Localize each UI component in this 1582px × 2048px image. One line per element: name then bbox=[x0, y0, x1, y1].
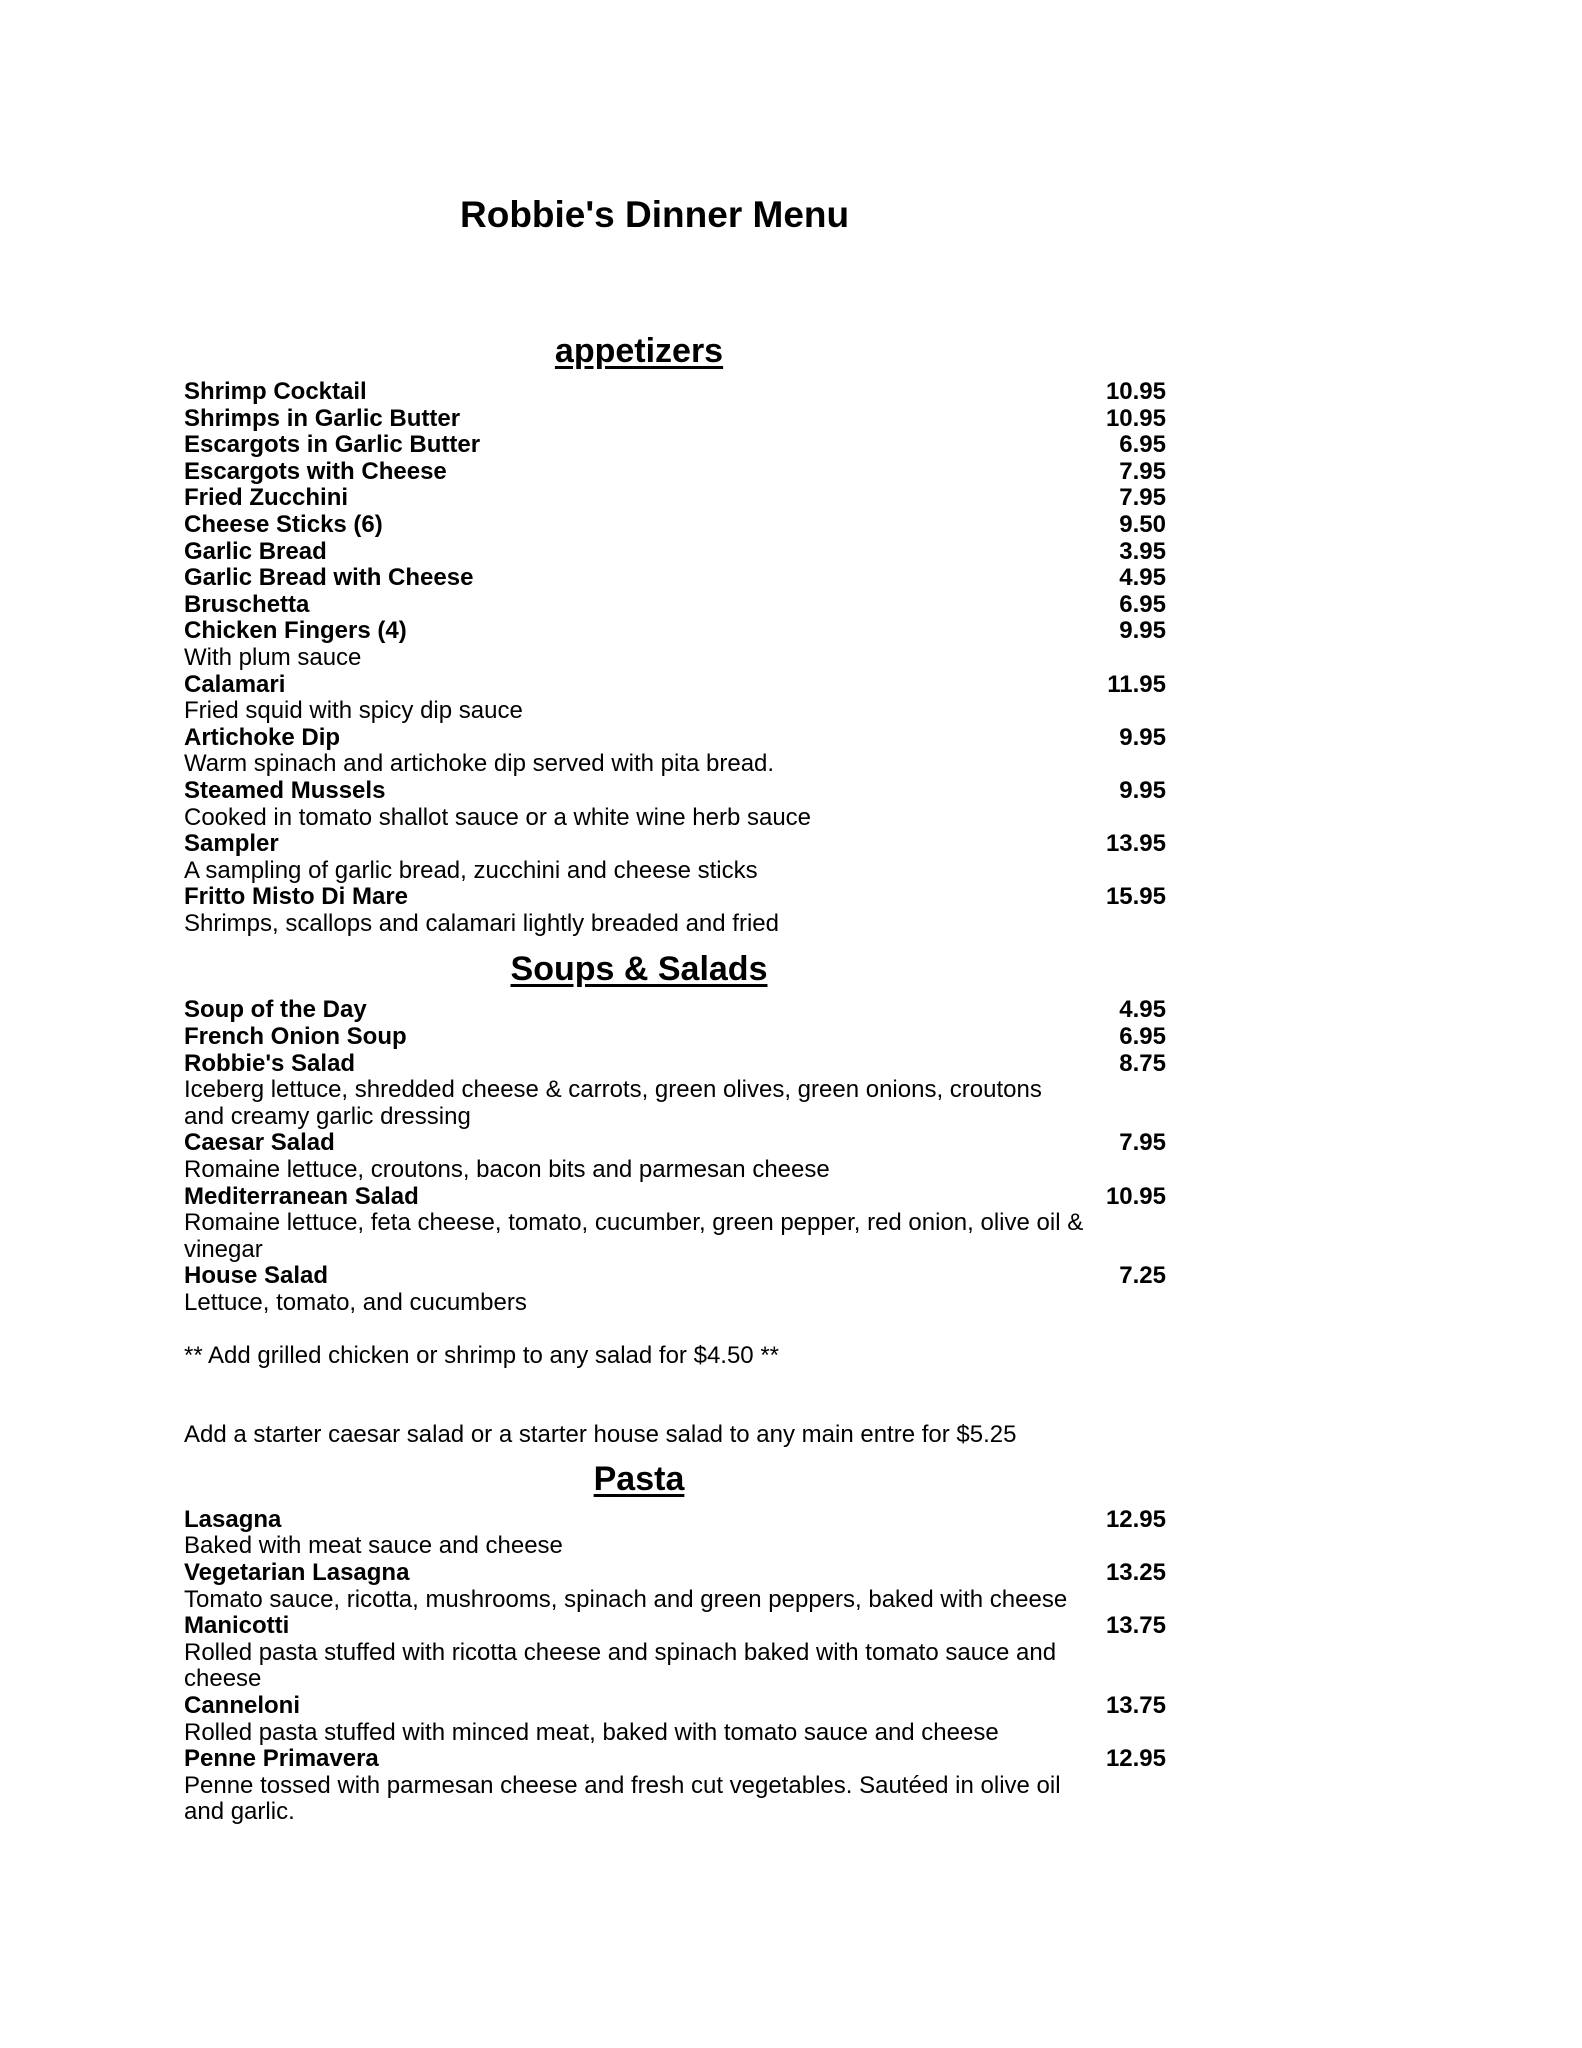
menu-item-name: French Onion Soup bbox=[184, 1023, 407, 1051]
menu-item-row bbox=[184, 1263, 1184, 1290]
menu-item-name: Escargots with Cheese bbox=[184, 457, 447, 485]
menu-body bbox=[184, 329, 1184, 1826]
menu-item-name: Manicotti bbox=[184, 1612, 290, 1640]
menu-item-row bbox=[184, 539, 1184, 566]
menu-item-name: Fried Zucchini bbox=[184, 484, 349, 512]
menu-item-row bbox=[184, 884, 1184, 911]
menu-item-row bbox=[184, 379, 1184, 406]
menu-item-name: Penne Primavera bbox=[184, 1745, 379, 1773]
menu-item-price: 13.95 bbox=[1105, 830, 1166, 858]
menu-item-price: 7.25 bbox=[1119, 1262, 1166, 1290]
menu-item-row bbox=[184, 432, 1184, 459]
menu-item-price: 6.95 bbox=[1119, 431, 1166, 459]
menu-item-price: 12.95 bbox=[1105, 1745, 1166, 1773]
menu-item-row bbox=[184, 831, 1184, 858]
menu-item-description: Penne tossed with parmesan cheese and fresh cut vegetables. Sautéed in olive oil and garlic. bbox=[184, 1771, 1061, 1826]
menu-item-row bbox=[184, 565, 1184, 592]
page-title: Robbie's Dinner Menu bbox=[460, 194, 850, 235]
menu-item-name: Vegetarian Lasagna bbox=[184, 1558, 410, 1586]
section-heading-soups-salads: Soups & Salads bbox=[510, 950, 768, 989]
menu-item-name: Bruschetta bbox=[184, 590, 310, 618]
menu-item-name: Canneloni bbox=[184, 1691, 301, 1719]
menu-item-description: Iceberg lettuce, shredded cheese & carrots, green olives, green onions, croutons and creamy garlic dressing bbox=[184, 1076, 1042, 1130]
menu-item-row bbox=[184, 725, 1184, 752]
menu-item-name: Lasagna bbox=[184, 1505, 282, 1533]
menu-item-description: With plum sauce bbox=[184, 643, 362, 671]
menu-item-row bbox=[184, 459, 1184, 486]
menu-item-price: 10.95 bbox=[1105, 1182, 1166, 1210]
menu-item-price: 9.95 bbox=[1119, 723, 1166, 751]
menu-item-name: Sampler bbox=[184, 830, 279, 858]
section-heading-pasta: Pasta bbox=[593, 1459, 685, 1498]
menu-item-row bbox=[184, 485, 1184, 512]
menu-item-description: Fried squid with spicy dip sauce bbox=[184, 697, 523, 725]
menu-item-row bbox=[184, 1746, 1184, 1773]
menu-item-row bbox=[184, 512, 1184, 539]
pasta-list bbox=[184, 1507, 1184, 1826]
menu-item-description: Lettuce, tomato, and cucumbers bbox=[184, 1289, 527, 1316]
menu-item-name: Garlic Bread bbox=[184, 537, 327, 565]
menu-item-price: 8.75 bbox=[1119, 1049, 1166, 1077]
menu-item-price: 9.95 bbox=[1119, 776, 1166, 804]
menu-item-row bbox=[184, 778, 1184, 805]
menu-item-price: 9.50 bbox=[1119, 510, 1166, 538]
menu-item-name: Shrimp Cocktail bbox=[184, 378, 367, 405]
menu-item-name: Garlic Bread with Cheese bbox=[184, 564, 474, 592]
menu-item-name: Escargots in Garlic Butter bbox=[184, 431, 481, 459]
menu-item-price: 7.95 bbox=[1119, 1129, 1166, 1157]
menu-item-description: Baked with meat sauce and cheese bbox=[184, 1532, 563, 1560]
menu-item-row bbox=[184, 1560, 1184, 1587]
menu-item-price: 3.95 bbox=[1119, 537, 1166, 565]
menu-item-name: Chicken Fingers (4) bbox=[184, 617, 407, 645]
salad-addon-note: ** Add grilled chicken or shrimp to any salad for $4.50 ** bbox=[184, 1341, 779, 1369]
menu-item-name: Fritto Misto Di Mare bbox=[184, 883, 409, 911]
menu-item-name: Cheese Sticks (6) bbox=[184, 510, 383, 538]
menu-item-row bbox=[184, 1130, 1184, 1157]
menu-item-description: Warm spinach and artichoke dip served with pita bread. bbox=[184, 750, 775, 778]
menu-item-row bbox=[184, 1184, 1184, 1211]
menu-item-row bbox=[184, 406, 1184, 433]
menu-item-description: Romaine lettuce, croutons, bacon bits and parmesan cheese bbox=[184, 1156, 830, 1184]
menu-item-row bbox=[184, 1693, 1184, 1720]
menu-item-description: Shrimps, scallops and calamari lightly breaded and fried bbox=[184, 909, 779, 937]
menu-item-description: Rolled pasta stuffed with minced meat, baked with tomato sauce and cheese bbox=[184, 1718, 999, 1746]
menu-item-price: 7.95 bbox=[1119, 457, 1166, 485]
menu-item-name: Calamari bbox=[184, 670, 286, 698]
menu-item-name: Caesar Salad bbox=[184, 1129, 335, 1157]
menu-item-price: 9.95 bbox=[1119, 617, 1166, 645]
menu-item-name: Robbie's Salad bbox=[184, 1049, 356, 1077]
menu-item-description: Cooked in tomato shallot sauce or a white wine herb sauce bbox=[184, 803, 812, 831]
menu-item-name: Artichoke Dip bbox=[184, 723, 341, 751]
menu-item-description: Tomato sauce, ricotta, mushrooms, spinach and green peppers, baked with cheese bbox=[184, 1585, 1068, 1613]
menu-item-price: 6.95 bbox=[1119, 590, 1166, 618]
menu-item-price: 4.95 bbox=[1119, 996, 1166, 1024]
menu-item-price: 12.95 bbox=[1105, 1505, 1166, 1533]
menu-item-row bbox=[184, 618, 1184, 645]
menu-item-row bbox=[184, 672, 1184, 699]
menu-item-description: A sampling of garlic bread, zucchini and cheese sticks bbox=[184, 856, 758, 884]
starter-salad-note: Add a starter caesar salad or a starter house salad to any main entre for $5.25 bbox=[184, 1421, 1017, 1449]
soups-salads-list bbox=[184, 997, 1184, 1316]
menu-item-price: 11.95 bbox=[1107, 670, 1166, 698]
menu-item-price: 10.95 bbox=[1105, 378, 1166, 405]
menu-item-price: 4.95 bbox=[1119, 564, 1166, 592]
menu-item-name: Soup of the Day bbox=[184, 996, 367, 1024]
menu-item-row bbox=[184, 997, 1184, 1024]
menu-item-price: 13.25 bbox=[1105, 1558, 1166, 1586]
menu-item-price: 6.95 bbox=[1119, 1023, 1166, 1051]
menu-item-price: 13.75 bbox=[1105, 1691, 1166, 1719]
menu-item-row bbox=[184, 1024, 1184, 1051]
menu-item-name: Shrimps in Garlic Butter bbox=[184, 404, 461, 432]
menu-item-name: Mediterranean Salad bbox=[184, 1182, 419, 1210]
menu-item-row bbox=[184, 1051, 1184, 1078]
menu-item-row bbox=[184, 1507, 1184, 1534]
menu-item-name: Steamed Mussels bbox=[184, 776, 386, 804]
menu-item-name: House Salad bbox=[184, 1262, 329, 1290]
menu-item-price: 7.95 bbox=[1119, 484, 1166, 512]
menu-item-description: Romaine lettuce, feta cheese, tomato, cucumber, green pepper, red onion, olive oil & vinegar bbox=[184, 1209, 1084, 1263]
menu-item-description: Rolled pasta stuffed with ricotta cheese and spinach baked with tomato sauce and cheese bbox=[184, 1638, 1057, 1693]
menu-item-price: 13.75 bbox=[1105, 1612, 1166, 1640]
menu-item-price: 10.95 bbox=[1105, 404, 1166, 432]
menu-item-price: 15.95 bbox=[1105, 883, 1166, 911]
appetizers-list bbox=[184, 379, 1184, 937]
menu-item-row bbox=[184, 592, 1184, 619]
section-heading-appetizers: appetizers bbox=[554, 332, 724, 370]
menu-item-row bbox=[184, 1613, 1184, 1640]
